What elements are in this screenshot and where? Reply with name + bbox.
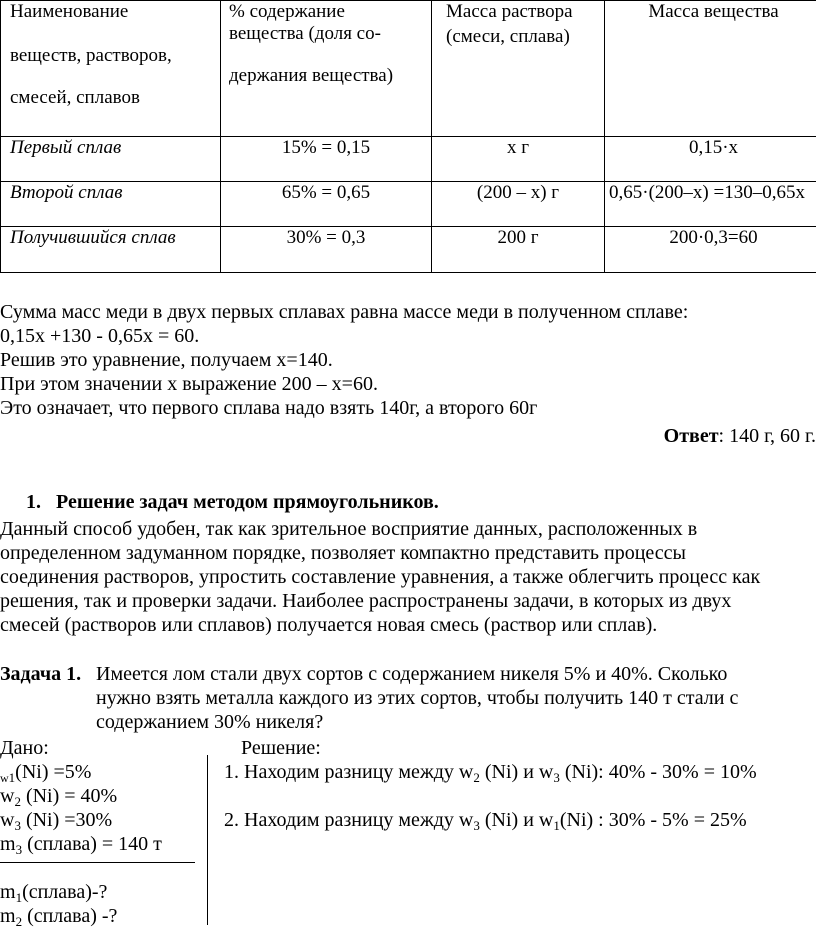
given-m3-sub: 3 [15, 842, 23, 857]
solution-line-5: Это означает, что первого сплава надо взять 140г, а второго 60г [0, 397, 538, 419]
find-m1-prefix: m [0, 881, 16, 903]
step-2-sub-1: 3 [473, 818, 480, 833]
find-m2 [0, 904, 117, 928]
header-name-line-2: веществ, растворов, [10, 45, 172, 66]
row-substance-cell [605, 182, 816, 227]
section-number: 1. [26, 491, 41, 513]
row-substance-cell [605, 137, 816, 182]
given-label: Дано: [0, 737, 49, 759]
row-mass-cell [432, 137, 605, 182]
row-substance: 0,15·х [688, 137, 739, 158]
given-m3 [0, 832, 162, 856]
header-substance-cell [605, 1, 816, 137]
row-substance-cell [605, 227, 816, 273]
given-w3-sub: 3 [14, 818, 21, 833]
row-percent-cell [221, 182, 432, 227]
row-name-cell [1, 227, 221, 273]
step-2-a: 2. Находим разницу между w [224, 809, 474, 831]
step-1-b: (Ni) и w [479, 761, 554, 783]
header-percent-line-2: вещества (доля со- [229, 23, 381, 44]
find-m1-rest: (сплава)-? [22, 881, 108, 903]
row-substance: 200·0,3=60 [669, 227, 758, 248]
given-divider [0, 862, 195, 863]
given-w1-prefix: w [0, 771, 9, 785]
header-mass-line-2: (смеси, сплава) [446, 26, 570, 47]
given-m3-rest: (сплава) = 140 т [22, 833, 162, 855]
row-percent-cell [221, 227, 432, 273]
section-heading [26, 490, 439, 514]
answer-label: Ответ [663, 425, 719, 447]
row-name-cell [1, 137, 221, 182]
header-mass-cell [432, 1, 605, 137]
section-title: Решение задач методом прямоугольников. [56, 491, 439, 513]
alloy-table [0, 0, 816, 273]
find-m1 [0, 880, 107, 904]
header-percent-line-3: держания вещества) [229, 65, 394, 86]
step-1-a: 1. Находим разницу между w [224, 761, 474, 783]
given-solution-separator [207, 755, 208, 925]
solution-line-4: При этом значении х выражение 200 – х=60. [0, 373, 378, 395]
row-name: Получившийся сплав [10, 227, 176, 248]
row-mass-cell [432, 182, 605, 227]
step-1 [224, 760, 757, 784]
row-name-cell [1, 182, 221, 227]
find-m2-prefix: m [0, 905, 16, 927]
section-paragraph-line-1: Данный способ удобен, так как зрительное восприятие данных, расположенных в [0, 518, 698, 540]
step-2 [224, 808, 747, 832]
given-w2-rest: (Ni) = 40% [20, 785, 118, 807]
header-percent-line-1: % содержание [229, 1, 345, 22]
given-w2 [0, 784, 117, 808]
step-1-sub-1: 2 [473, 770, 480, 785]
given-w3 [0, 808, 112, 832]
row-mass: (200 – х) г [476, 182, 560, 203]
task-text-line-3: содержанием 30% никеля? [96, 711, 324, 733]
given-w2-sub: 2 [14, 794, 21, 809]
row-name: Первый сплав [10, 137, 122, 158]
row-name: Второй сплав [10, 182, 123, 203]
section-paragraph-line-3: соединения растворов, упростить составление уравнения, а также облегчить процесс как [0, 566, 761, 588]
row-percent: 15% = 0,15 [281, 137, 371, 158]
find-m2-rest: (сплава) -? [22, 905, 118, 927]
header-substance-line: Масса вещества [648, 1, 779, 22]
table-header-row [1, 1, 816, 137]
row-mass: х г [506, 137, 530, 158]
given-m3-prefix: m [0, 833, 16, 855]
row-percent: 30% = 0,3 [286, 227, 366, 248]
answer-value: : 140 г, 60 г. [718, 425, 816, 447]
row-percent: 65% = 0,65 [281, 182, 371, 203]
solution-label: Решение: [241, 737, 321, 759]
find-m1-sub: 1 [15, 890, 23, 905]
table-row [1, 137, 816, 182]
row-substance: 0,65·(200–х) =130–0,65х [609, 182, 805, 203]
solution-line-3: Решив это уравнение, получаем х=140. [0, 349, 333, 371]
row-percent-cell [221, 137, 432, 182]
task-text-line-2: нужно взять металла каждого из этих сортов, чтобы получить 140 т стали с [96, 687, 739, 709]
section-paragraph-line-2: определенном задуманном порядке, позволяет компактно представить процессы [0, 542, 686, 564]
header-name-line-1: Наименование [10, 1, 129, 22]
header-name-cell [1, 1, 221, 137]
step-2-sub-2: 1 [553, 818, 560, 833]
solution-line-1: Сумма масс меди в двух первых сплавах равна массе меди в полученном сплаве: [0, 301, 689, 323]
given-w1-rest: (Ni) =5% [15, 761, 92, 783]
section-paragraph-line-5: смесей (растворов или сплавов) получается новая смесь (раствор или сплав). [0, 614, 658, 636]
step-2-b: (Ni) и w [479, 809, 554, 831]
step-2-c: (Ni) : 30% - 5% = 25% [559, 809, 747, 831]
row-mass-cell [432, 227, 605, 273]
solution-line-2: 0,15х +130 - 0,65х = 60. [0, 325, 200, 347]
header-mass-line-1: Масса раствора [446, 1, 573, 22]
task-label: Задача 1. [0, 663, 82, 685]
given-w3-rest: (Ni) =30% [20, 809, 113, 831]
header-name-line-3: смесей, сплавов [10, 87, 140, 108]
given-w3-prefix: w [0, 809, 15, 831]
given-w1-sub: 1 [8, 770, 16, 785]
answer-line [664, 424, 816, 448]
table-row [1, 182, 816, 227]
find-m2-sub: 2 [15, 914, 23, 929]
header-percent-cell [221, 1, 432, 137]
section-paragraph-line-4: решения, так и проверки задачи. Наиболее распространены задачи, в которых из двух [0, 590, 732, 612]
row-mass: 200 г [497, 227, 539, 248]
task-text-line-1: Имеется лом стали двух сортов с содержанием никеля 5% и 40%. Сколько [96, 663, 728, 685]
step-1-c: (Ni): 40% - 30% = 10% [559, 761, 757, 783]
given-w2-prefix: w [0, 785, 15, 807]
step-1-sub-2: 3 [553, 770, 560, 785]
table-row [1, 227, 816, 273]
